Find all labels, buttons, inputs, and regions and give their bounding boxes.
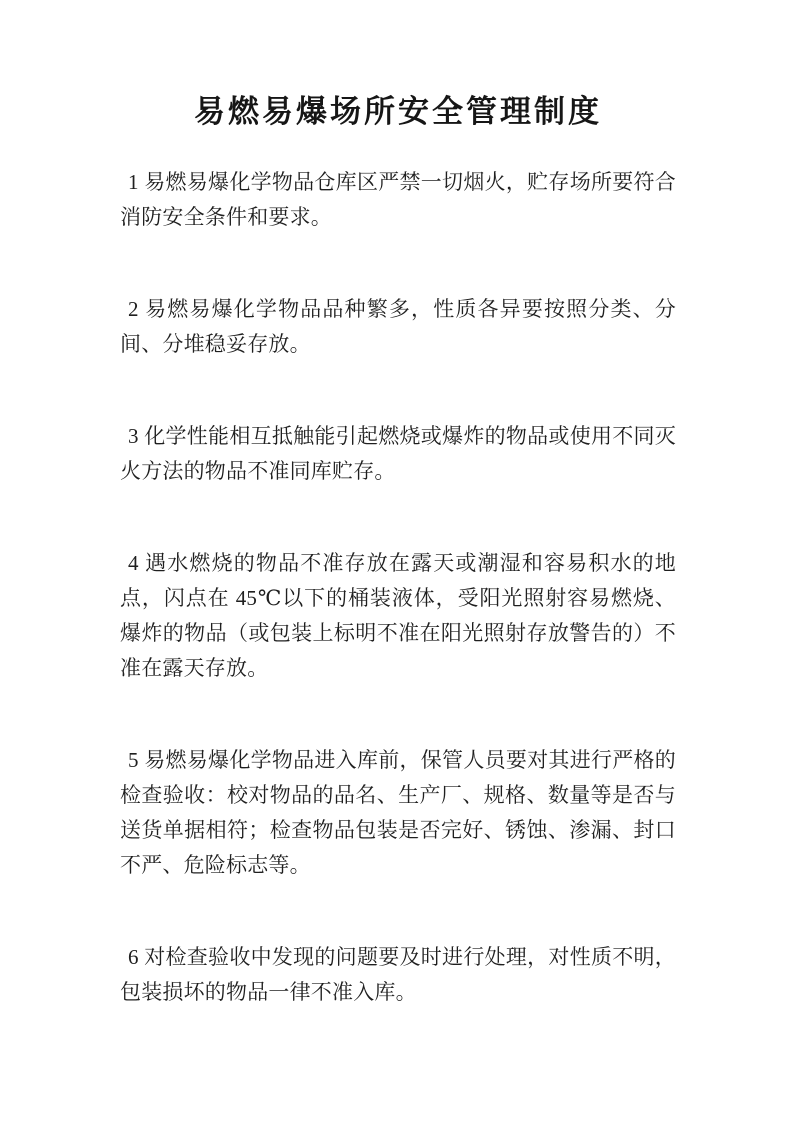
paragraph-1: 1 易燃易爆化学物品仓库区严禁一切烟火，贮存场所要符合消防安全条件和要求。	[120, 170, 676, 229]
paragraph-3: 3 化学性能相互抵触能引起燃烧或爆炸的物品或使用不同灭火方法的物品不准同库贮存。	[120, 424, 676, 483]
paragraph-4: 4 遇水燃烧的物品不准存放在露天或潮湿和容易积水的地点，闪点在 45℃以下的桶装液体，受阳光照射容易燃烧、爆炸的物品（或包装上标明不准在阳光照射存放警告的）不准在露天存放。	[120, 551, 676, 680]
document-title: 易燃易爆场所安全管理制度	[194, 94, 602, 129]
paragraph-5: 5 易燃易爆化学物品进入库前，保管人员要对其进行严格的检查验收：校对物品的品名、生产厂、规格、数量等是否与送货单据相符；检查物品包装是否完好、锈蚀、渗漏、封口不严、危险标志等。	[120, 748, 676, 877]
paragraph-2: 2 易燃易爆化学物品品种繁多，性质各异要按照分类、分间、分堆稳妥存放。	[120, 297, 676, 356]
paragraph-6: 6 对检查验收中发现的问题要及时进行处理，对性质不明，包装损坏的物品一律不准入库。	[120, 945, 676, 1004]
